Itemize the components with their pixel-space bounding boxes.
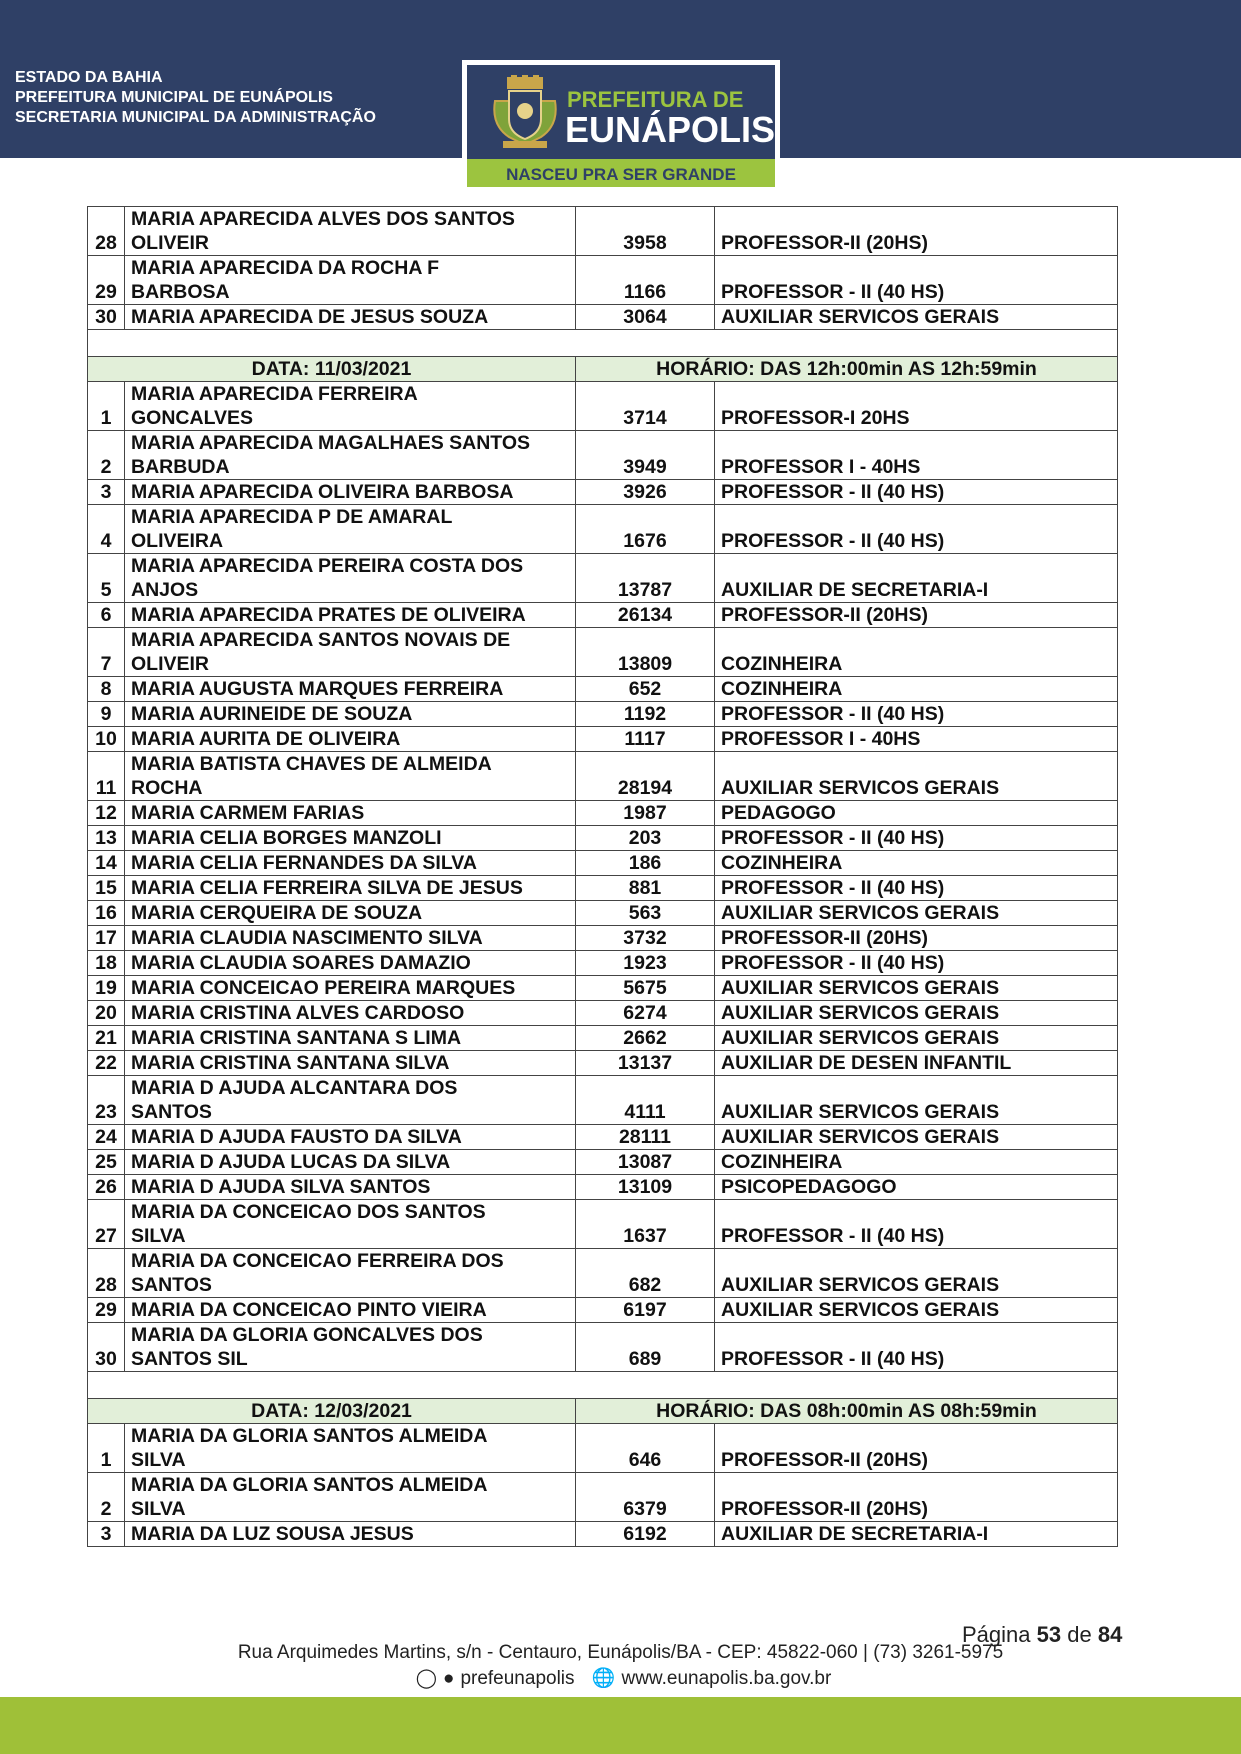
row-number-cell: 23 (88, 1076, 125, 1125)
table-row (88, 901, 1118, 926)
table-row (88, 1424, 1118, 1473)
position-cell: PROFESSOR - II (40 HS) (715, 951, 1118, 976)
row-number-cell: 12 (88, 801, 125, 826)
page-current: 53 (1036, 1622, 1062, 1647)
table-row (88, 1323, 1118, 1372)
name-cell (125, 1323, 576, 1372)
name-line: MARIA CLAUDIA SOARES DAMAZIO (131, 952, 471, 974)
position-cell: PROFESSOR - II (40 HS) (715, 480, 1118, 505)
registration-cell: 5675 (576, 976, 715, 1001)
date-header-row (88, 357, 1118, 382)
position-cell: PROFESSOR-I 20HS (715, 382, 1118, 431)
position-cell: COZINHEIRA (715, 1150, 1118, 1175)
registration-cell: 3958 (576, 207, 715, 256)
row-number-cell: 20 (88, 1001, 125, 1026)
name-cell (125, 1175, 576, 1200)
social-handle: prefeunapolis (460, 1668, 575, 1689)
name-cell (125, 1026, 576, 1051)
registration-cell: 186 (576, 851, 715, 876)
name-line: MARIA APARECIDA MAGALHAES SANTOS (131, 432, 531, 454)
name-line: MARIA APARECIDA DA ROCHA F (131, 257, 440, 279)
name-line: MARIA D AJUDA ALCANTARA DOS (131, 1077, 458, 1099)
table-row (88, 207, 1118, 256)
name-line: MARIA CARMEM FARIAS (131, 802, 365, 824)
header-line-secretariat: SECRETARIA MUNICIPAL DA ADMINISTRAÇÃO (15, 109, 376, 126)
name-line: OLIVEIR (131, 232, 210, 254)
table-row (88, 1125, 1118, 1150)
registration-cell: 6274 (576, 1001, 715, 1026)
row-number-cell: 3 (88, 480, 125, 505)
name-line: MARIA DA CONCEICAO DOS SANTOS (131, 1201, 486, 1223)
position-cell: AUXILIAR SERVICOS GERAIS (715, 1076, 1118, 1125)
date-cell: DATA: 11/03/2021 (88, 357, 576, 382)
name-line: MARIA CLAUDIA NASCIMENTO SILVA (131, 927, 483, 949)
row-number-cell: 27 (88, 1200, 125, 1249)
name-cell (125, 256, 576, 305)
spacer-row (88, 1372, 1118, 1399)
name-line: MARIA DA LUZ SOUSA JESUS (131, 1523, 414, 1545)
name-line: MARIA CRISTINA SANTANA S LIMA (131, 1027, 462, 1049)
position-cell: AUXILIAR SERVICOS GERAIS (715, 1249, 1118, 1298)
page-label: Página (962, 1622, 1031, 1647)
row-number-cell: 8 (88, 677, 125, 702)
footer-address: Rua Arquimedes Martins, s/n - Centauro, Eunápolis/BA - CEP: 45822-060 | (73) 3261-5975 (237, 1642, 1004, 1663)
name-line: SANTOS SIL (131, 1348, 248, 1370)
block1-rows (88, 382, 1118, 1372)
registration-cell: 563 (576, 901, 715, 926)
table-row (88, 603, 1118, 628)
header-institution (15, 68, 376, 128)
name-line: MARIA DA GLORIA SANTOS ALMEIDA (131, 1425, 488, 1447)
position-cell: AUXILIAR DE SECRETARIA-I (715, 554, 1118, 603)
table-row (88, 1249, 1118, 1298)
table-row (88, 926, 1118, 951)
name-line: MARIA CONCEICAO PEREIRA MARQUES (131, 977, 516, 999)
table-row (88, 951, 1118, 976)
schedule-table (87, 206, 1118, 1547)
registration-cell: 28111 (576, 1125, 715, 1150)
row-number-cell: 2 (88, 431, 125, 480)
row-number-cell: 2 (88, 1473, 125, 1522)
name-line: OLIVEIR (131, 653, 210, 675)
logo-title-city: EUNÁPOLIS (565, 109, 776, 150)
table-row (88, 382, 1118, 431)
table-row (88, 1175, 1118, 1200)
registration-cell: 3949 (576, 431, 715, 480)
position-cell: PROFESSOR - II (40 HS) (715, 1200, 1118, 1249)
facebook-icon: ● (442, 1668, 455, 1689)
registration-cell: 1192 (576, 702, 715, 727)
registration-cell: 13787 (576, 554, 715, 603)
registration-cell: 4111 (576, 1076, 715, 1125)
registration-cell: 6192 (576, 1522, 715, 1547)
table-row (88, 554, 1118, 603)
logo-title-small: PREFEITURA DE (567, 87, 744, 112)
row-number-cell: 14 (88, 851, 125, 876)
row-number-cell: 17 (88, 926, 125, 951)
table-row (88, 702, 1118, 727)
registration-cell: 3064 (576, 305, 715, 330)
position-cell: PROFESSOR I - 40HS (715, 431, 1118, 480)
row-number-cell: 28 (88, 207, 125, 256)
registration-cell: 13137 (576, 1051, 715, 1076)
block-11-03 (88, 330, 1118, 382)
name-cell (125, 1200, 576, 1249)
table-row (88, 851, 1118, 876)
name-line: MARIA D AJUDA SILVA SANTOS (131, 1176, 431, 1198)
registration-cell: 2662 (576, 1026, 715, 1051)
row-number-cell: 9 (88, 702, 125, 727)
name-line: MARIA CELIA FERNANDES DA SILVA (131, 852, 477, 874)
name-cell (125, 207, 576, 256)
name-cell (125, 305, 576, 330)
name-cell (125, 901, 576, 926)
name-line: MARIA AURITA DE OLIVEIRA (131, 728, 401, 750)
position-cell: PSICOPEDAGOGO (715, 1175, 1118, 1200)
position-cell: PROFESSOR-II (20HS) (715, 207, 1118, 256)
name-line: MARIA APARECIDA OLIVEIRA BARBOSA (131, 481, 514, 503)
name-line: MARIA D AJUDA LUCAS DA SILVA (131, 1151, 451, 1173)
name-line: MARIA APARECIDA P DE AMARAL (131, 506, 453, 528)
name-line: MARIA BATISTA CHAVES DE ALMEIDA (131, 753, 492, 775)
position-cell: AUXILIAR DE DESEN INFANTIL (715, 1051, 1118, 1076)
registration-cell: 1117 (576, 727, 715, 752)
name-cell (125, 1125, 576, 1150)
name-line: SANTOS (131, 1101, 212, 1123)
table-row (88, 1001, 1118, 1026)
table-row (88, 876, 1118, 901)
footer-band (0, 1697, 1241, 1754)
logo-slogan: NASCEU PRA SER GRANDE (506, 165, 736, 184)
table-row (88, 677, 1118, 702)
row-number-cell: 24 (88, 1125, 125, 1150)
table-row (88, 1298, 1118, 1323)
name-cell (125, 382, 576, 431)
name-cell (125, 1001, 576, 1026)
registration-cell: 646 (576, 1424, 715, 1473)
row-number-cell: 11 (88, 752, 125, 801)
row-number-cell: 21 (88, 1026, 125, 1051)
position-cell: AUXILIAR SERVICOS GERAIS (715, 752, 1118, 801)
table-row (88, 752, 1118, 801)
position-cell: AUXILIAR SERVICOS GERAIS (715, 901, 1118, 926)
row-number-cell: 30 (88, 1323, 125, 1372)
position-cell: PROFESSOR - II (40 HS) (715, 1323, 1118, 1372)
name-cell (125, 1150, 576, 1175)
page-of: de (1067, 1622, 1092, 1647)
name-cell (125, 702, 576, 727)
table-row (88, 1026, 1118, 1051)
position-cell: AUXILIAR SERVICOS GERAIS (715, 305, 1118, 330)
name-line: MARIA CRISTINA ALVES CARDOSO (131, 1002, 465, 1024)
table-row (88, 628, 1118, 677)
name-cell (125, 926, 576, 951)
row-number-cell: 1 (88, 382, 125, 431)
name-line: MARIA APARECIDA SANTOS NOVAIS DE (131, 629, 511, 651)
table-row (88, 1200, 1118, 1249)
row-number-cell: 26 (88, 1175, 125, 1200)
table-row (88, 1051, 1118, 1076)
position-cell: COZINHEIRA (715, 677, 1118, 702)
row-number-cell: 18 (88, 951, 125, 976)
position-cell: PEDAGOGO (715, 801, 1118, 826)
name-cell (125, 1051, 576, 1076)
position-cell: AUXILIAR SERVICOS GERAIS (715, 1125, 1118, 1150)
table-row (88, 976, 1118, 1001)
name-line: MARIA DA CONCEICAO FERREIRA DOS (131, 1250, 504, 1272)
name-line: MARIA DA GLORIA SANTOS ALMEIDA (131, 1474, 488, 1496)
position-cell: PROFESSOR I - 40HS (715, 727, 1118, 752)
name-cell (125, 431, 576, 480)
position-cell: AUXILIAR SERVICOS GERAIS (715, 1298, 1118, 1323)
registration-cell: 1987 (576, 801, 715, 826)
page-total: 84 (1097, 1622, 1123, 1647)
registration-cell: 3732 (576, 926, 715, 951)
row-number-cell: 6 (88, 603, 125, 628)
name-cell (125, 801, 576, 826)
logo-slogan-band (467, 159, 775, 187)
name-line: MARIA DA GLORIA GONCALVES DOS (131, 1324, 483, 1346)
name-line: MARIA DA CONCEICAO PINTO VIEIRA (131, 1299, 487, 1321)
website-link: www.eunapolis.ba.gov.br (621, 1668, 832, 1689)
name-line: MARIA CRISTINA SANTANA SILVA (131, 1052, 450, 1074)
name-line: GONCALVES (131, 407, 254, 429)
table-row (88, 1076, 1118, 1125)
position-cell: PROFESSOR-II (20HS) (715, 603, 1118, 628)
name-cell (125, 480, 576, 505)
name-line: BARBUDA (131, 456, 230, 478)
row-number-cell: 10 (88, 727, 125, 752)
name-line: MARIA CELIA BORGES MANZOLI (131, 827, 442, 849)
row-number-cell: 5 (88, 554, 125, 603)
name-line: ANJOS (131, 579, 199, 601)
position-cell: COZINHEIRA (715, 628, 1118, 677)
name-cell (125, 677, 576, 702)
name-line: MARIA CELIA FERREIRA SILVA DE JESUS (131, 877, 523, 899)
row-number-cell: 3 (88, 1522, 125, 1547)
name-cell (125, 752, 576, 801)
registration-cell: 682 (576, 1249, 715, 1298)
table-row (88, 256, 1118, 305)
row-number-cell: 29 (88, 1298, 125, 1323)
header-line-prefecture: PREFEITURA MUNICIPAL DE EUNÁPOLIS (15, 89, 333, 106)
position-cell: PROFESSOR - II (40 HS) (715, 702, 1118, 727)
prefecture-logo (462, 60, 780, 192)
footer-social (0, 1666, 1241, 1690)
position-cell: PROFESSOR-II (20HS) (715, 926, 1118, 951)
registration-cell: 1923 (576, 951, 715, 976)
row-number-cell: 29 (88, 256, 125, 305)
name-line: MARIA APARECIDA FERREIRA (131, 383, 418, 405)
name-line: MARIA D AJUDA FAUSTO DA SILVA (131, 1126, 462, 1148)
registration-cell: 3926 (576, 480, 715, 505)
date-cell: DATA: 12/03/2021 (88, 1399, 576, 1424)
registration-cell: 6379 (576, 1473, 715, 1522)
position-cell: PROFESSOR - II (40 HS) (715, 876, 1118, 901)
table-row (88, 1473, 1118, 1522)
name-cell (125, 1249, 576, 1298)
name-cell (125, 876, 576, 901)
name-line: MARIA APARECIDA PRATES DE OLIVEIRA (131, 604, 526, 626)
registration-cell: 26134 (576, 603, 715, 628)
coat-of-arms-icon (489, 75, 561, 151)
registration-cell: 28194 (576, 752, 715, 801)
name-cell (125, 976, 576, 1001)
name-cell (125, 951, 576, 976)
registration-cell: 1166 (576, 256, 715, 305)
position-cell: PROFESSOR-II (20HS) (715, 1473, 1118, 1522)
name-line: ROCHA (131, 777, 203, 799)
table-row (88, 305, 1118, 330)
name-cell (125, 851, 576, 876)
position-cell: PROFESSOR - II (40 HS) (715, 256, 1118, 305)
position-cell: AUXILIAR SERVICOS GERAIS (715, 1001, 1118, 1026)
row-number-cell: 25 (88, 1150, 125, 1175)
date-header-row (88, 1399, 1118, 1424)
position-cell: COZINHEIRA (715, 851, 1118, 876)
row-number-cell: 7 (88, 628, 125, 677)
registration-cell: 652 (576, 677, 715, 702)
position-cell: PROFESSOR-II (20HS) (715, 1424, 1118, 1473)
spacer-row (88, 330, 1118, 357)
registration-cell: 13109 (576, 1175, 715, 1200)
registration-cell: 6197 (576, 1298, 715, 1323)
name-cell (125, 554, 576, 603)
name-line: MARIA AUGUSTA MARQUES FERREIRA (131, 678, 504, 700)
name-line: SANTOS (131, 1274, 212, 1296)
name-cell (125, 1298, 576, 1323)
registration-cell: 1637 (576, 1200, 715, 1249)
block2-rows (88, 1424, 1118, 1547)
row-number-cell: 30 (88, 305, 125, 330)
name-cell (125, 1522, 576, 1547)
table-row (88, 1522, 1118, 1547)
name-line: BARBOSA (131, 281, 230, 303)
table-row (88, 480, 1118, 505)
position-cell: PROFESSOR - II (40 HS) (715, 505, 1118, 554)
instagram-icon: ◯ (415, 1668, 437, 1689)
name-line: OLIVEIRA (131, 530, 224, 552)
name-line: MARIA APARECIDA PEREIRA COSTA DOS (131, 555, 524, 577)
name-cell (125, 826, 576, 851)
time-cell: HORÁRIO: DAS 12h:00min AS 12h:59min (576, 357, 1118, 382)
registration-cell: 3714 (576, 382, 715, 431)
table-row (88, 727, 1118, 752)
registration-cell: 203 (576, 826, 715, 851)
block-12-03 (88, 1372, 1118, 1424)
name-cell (125, 505, 576, 554)
name-line: MARIA APARECIDA ALVES DOS SANTOS (131, 208, 515, 230)
row-number-cell: 22 (88, 1051, 125, 1076)
row-number-cell: 19 (88, 976, 125, 1001)
registration-cell: 689 (576, 1323, 715, 1372)
registration-cell: 881 (576, 876, 715, 901)
name-cell (125, 727, 576, 752)
name-line: SILVA (131, 1225, 186, 1247)
name-cell (125, 1473, 576, 1522)
carryover-rows (88, 207, 1118, 330)
row-number-cell: 28 (88, 1249, 125, 1298)
globe-icon: 🌐 (591, 1668, 616, 1689)
table-row (88, 1150, 1118, 1175)
position-cell: AUXILIAR SERVICOS GERAIS (715, 976, 1118, 1001)
position-cell: PROFESSOR - II (40 HS) (715, 826, 1118, 851)
position-cell: AUXILIAR DE SECRETARIA-I (715, 1522, 1118, 1547)
row-number-cell: 13 (88, 826, 125, 851)
time-cell: HORÁRIO: DAS 08h:00min AS 08h:59min (576, 1399, 1118, 1424)
name-line: MARIA APARECIDA DE JESUS SOUZA (131, 306, 489, 328)
name-cell (125, 1424, 576, 1473)
name-line: MARIA CERQUEIRA DE SOUZA (131, 902, 423, 924)
table-row (88, 826, 1118, 851)
name-cell (125, 628, 576, 677)
registration-cell: 1676 (576, 505, 715, 554)
position-cell: AUXILIAR SERVICOS GERAIS (715, 1026, 1118, 1051)
table-row (88, 431, 1118, 480)
registration-cell: 13809 (576, 628, 715, 677)
row-number-cell: 4 (88, 505, 125, 554)
row-number-cell: 16 (88, 901, 125, 926)
name-cell (125, 1076, 576, 1125)
name-line: MARIA AURINEIDE DE SOUZA (131, 703, 413, 725)
registration-cell: 13087 (576, 1150, 715, 1175)
name-line: SILVA (131, 1449, 186, 1471)
name-cell (125, 603, 576, 628)
row-number-cell: 15 (88, 876, 125, 901)
table-row (88, 505, 1118, 554)
name-line: SILVA (131, 1498, 186, 1520)
row-number-cell: 1 (88, 1424, 125, 1473)
table-row (88, 801, 1118, 826)
logo-panel (467, 65, 775, 159)
header-line-state: ESTADO DA BAHIA (15, 69, 163, 86)
